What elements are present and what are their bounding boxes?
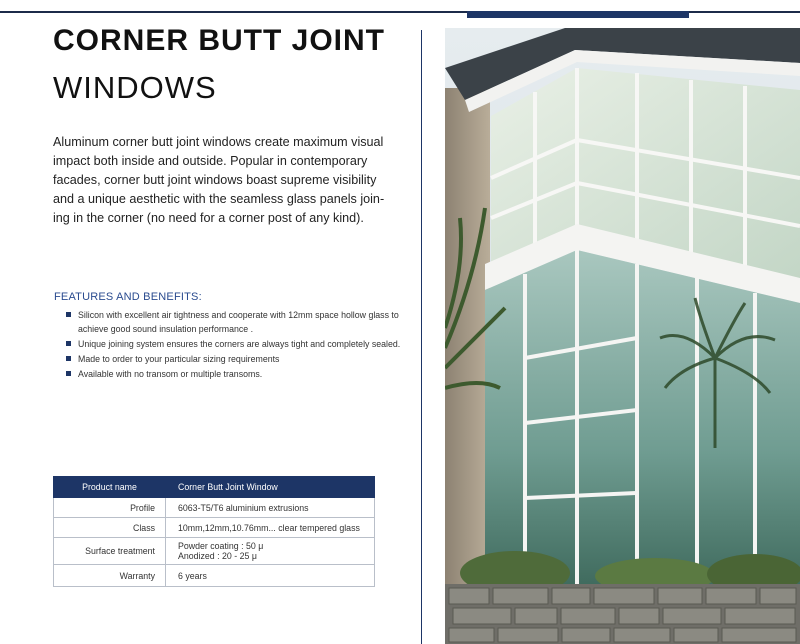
features-list bbox=[66, 308, 411, 382]
spec-value: 6063-T5/T6 aluminium extrusions bbox=[166, 498, 375, 518]
spec-value bbox=[166, 538, 375, 565]
feature-item: Available with no transom or multiple transoms. bbox=[66, 367, 411, 381]
spec-value-line: Powder coating : 50 μ bbox=[178, 541, 264, 551]
title-line-2: WINDOWS bbox=[53, 70, 217, 105]
intro-paragraph: Aluminum corner butt joint windows create maximum visual impact both inside and outside. Popular in contemporary facades, corner butt joint windows boast supreme visibility and a unique aesthetic with the seamless glass panels join-ing in the corner (no need for a corner post of any kind). bbox=[53, 135, 385, 225]
spec-row-warranty bbox=[54, 565, 375, 587]
spec-label: Warranty bbox=[54, 565, 166, 587]
feature-item: Unique joining system ensures the corners are always tight and completely sealed. bbox=[66, 337, 411, 351]
top-accent-bar bbox=[467, 11, 689, 18]
spec-value: 10mm,12mm,10.76mm... clear tempered glass bbox=[166, 518, 375, 538]
spec-label: Class bbox=[54, 518, 166, 538]
spec-value-line: Anodized : 20 - 25 μ bbox=[178, 551, 257, 561]
spec-header-label: Product name bbox=[54, 477, 166, 498]
title-line-1: CORNER BUTT JOINT bbox=[53, 24, 385, 57]
spec-value: 6 years bbox=[166, 565, 375, 587]
spec-header-value: Corner Butt Joint Window bbox=[166, 477, 375, 498]
features-heading: FEATURES AND BENEFITS: bbox=[54, 291, 202, 303]
spec-table bbox=[53, 476, 375, 587]
spec-table-header bbox=[54, 477, 375, 498]
building-photo bbox=[445, 28, 800, 644]
column-divider bbox=[421, 30, 422, 644]
spec-row-class bbox=[54, 518, 375, 538]
spec-label: Surface treatment bbox=[54, 538, 166, 565]
spec-row-surface bbox=[54, 538, 375, 565]
feature-item: Silicon with excellent air tightness and cooperate with 12mm space hollow glass to achieve good sound insulation performance . bbox=[66, 308, 411, 336]
spec-label: Profile bbox=[54, 498, 166, 518]
feature-item: Made to order to your particular sizing requirements bbox=[66, 352, 411, 366]
spec-row-profile bbox=[54, 498, 375, 518]
